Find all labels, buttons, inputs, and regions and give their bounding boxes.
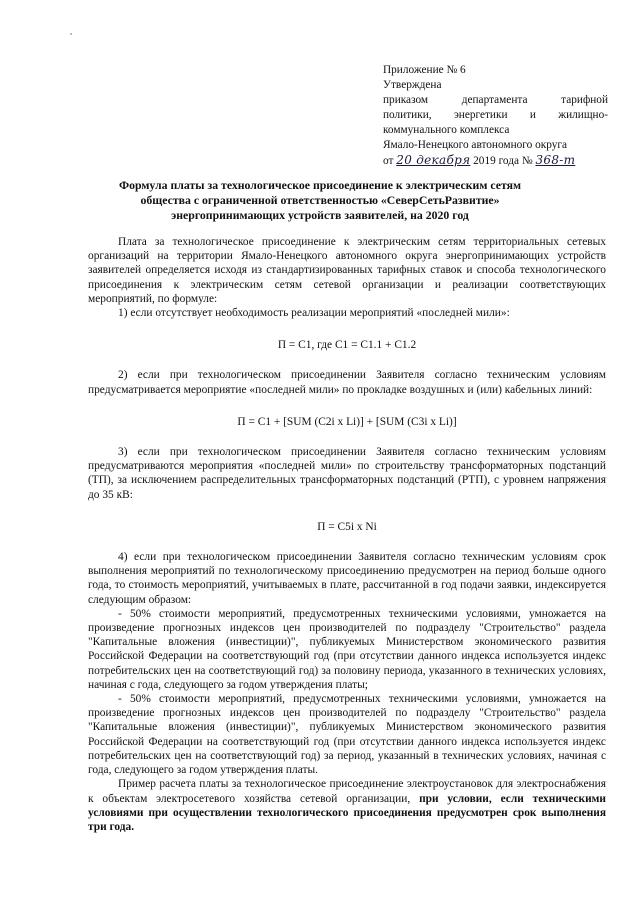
approval-order-line: приказом департамента тарифной: [383, 94, 608, 106]
title-line-3: энергопринимающих устройств заявителей, на 2020 год: [171, 208, 469, 222]
handwritten-date: 20 декабря: [396, 153, 471, 167]
intro-paragraph: Плата за технологическое присоединение к электрическим сетям территориальных сетевых организаций на территории Ямало-Ненецкого автономного округа энергопринимающих устройств заявителей определяется исходя из стандартизированных тарифных ставок и способа технологического присоединения к электрическим сетям сетевой организации и реализации соответствующих мероприятий, по формуле:: [88, 236, 606, 305]
formula-1: П = С1, где С1 = С1.1 + С1.2: [277, 339, 417, 352]
appendix-number: Приложение № 6: [383, 64, 466, 76]
approved-label: Утверждена: [383, 79, 442, 91]
document-title: [60, 178, 580, 223]
case-4-paragraph: 4) если при технологическом присоединении Заявителя согласно техническим условиям срок выполнения мероприятий по технологическому присоединению предусмотрен на период больше одного года, то стоимость мероприятий, учитываемых в плате, рассчитанной в год подачи заявки, индексируется следующим образом:: [88, 551, 606, 606]
formula-3: П = С5i x Ni: [317, 520, 377, 533]
example-text: Пример расчета платы за технологическое присоединение электроустановок для электроснабжения к объектам электросетевого хозяйства сетевой организации,: [88, 778, 606, 805]
approval-region-line: Ямало-Ненецкого автономного округа: [383, 139, 568, 151]
case-2-paragraph: 2) если при технологическом присоединении Заявителя согласно техническим условиям предусматривается мероприятие «последней мили» по прокладке воздушных и (или) кабельных линий:: [88, 369, 606, 396]
indexation-bullet-1: - 50% стоимости мероприятий, предусмотренных техническими условиями, умножается на произведение прогнозных индексов цен производителей по подразделу "Строительство" раздела "Капитальные вложения (инвестиции)", публикуемых Министерством экономического развития Российской Федерации на соответствующий год (при отсутствии данного индекса используется индекс потребительских цен на соответствующий год) за половину периода, указанного в технических условиях, начиная с года, следующего за годом утверждения платы;: [88, 607, 606, 691]
example-paragraph: [88, 777, 606, 834]
title-line-1: Формула платы за технологическое присоединение к электрическим сетям: [118, 178, 521, 192]
title-line-2: общества с ограниченной ответственностью «СеверСетьРазвитие»: [140, 193, 500, 207]
indexation-bullet-2: - 50% стоимости мероприятий, предусмотренных техническими условиями, умножается на произведение прогнозных индексов цен производителей по подразделу "Строительство" раздела "Капитальные вложения (инвестиции)", публикуемых Министерством экономического развития Российской Федерации на соответствующий год (при отсутствии данного индекса используется индекс потребительских цен на соответствующий год) за период, указанный в технических условиях, начиная с года, следующего за годом утверждения платы.: [88, 693, 606, 777]
date-prefix: от: [383, 155, 394, 167]
approval-date-line: [383, 153, 608, 169]
approval-department-line: политики, энергетики и жилищно-: [383, 109, 608, 121]
case-1-paragraph: 1) если отсутствует необходимость реализации мероприятий «последней мили»:: [118, 307, 510, 320]
document-body: [88, 235, 606, 834]
example-bold-condition: при условии, если техническими условиями при осуществлении технологического присоединения предусмотрен срок выполнения три года.: [88, 792, 607, 833]
case-3-paragraph: 3) если при технологическом присоединении Заявителя согласно техническим условиям предусматриваются мероприятия «последней мили» по строительству трансформаторных подстанций (ТП), за исключением распределительных трансформаторных подстанций (РТП), с уровнем напряжения до 35 кВ:: [88, 446, 606, 501]
date-year: 2019 года №: [473, 155, 533, 167]
scan-speck: [70, 33, 72, 35]
formula-2: П = С1 + [SUM (С2i x Li)] + [SUM (C3i x Li)]: [237, 415, 457, 428]
handwritten-order-number: 368-т: [535, 153, 576, 167]
approval-complex-line: коммунального комплекса: [383, 124, 510, 136]
approval-block: [383, 63, 608, 169]
